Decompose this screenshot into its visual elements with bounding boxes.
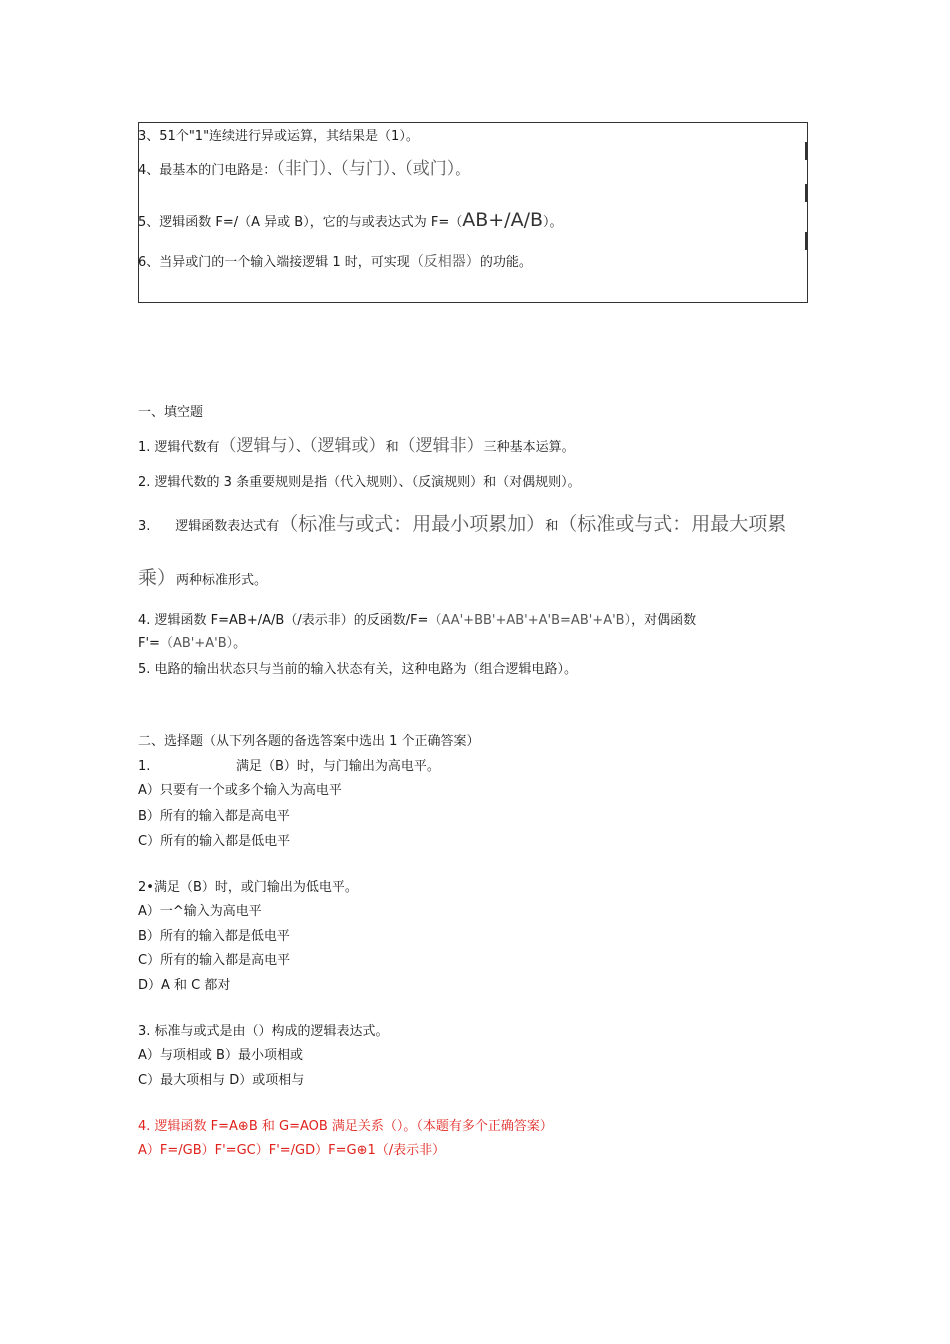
answer: （AA'+BB'+AB'+A'B=AB'+A'B） (428, 613, 632, 628)
choice-option: C）最大项相与 D）或项相与 (138, 1073, 305, 1088)
text: 。 (455, 163, 469, 178)
choice-option: A）一^输入为高电平 (138, 904, 262, 919)
text: 三种基本运算。 (483, 440, 575, 455)
fill-question-3-continued (138, 567, 267, 590)
choice-question-2: 2•满足（B）时，或门输出为低电平。 (138, 880, 358, 895)
box-right-tick (805, 184, 807, 202)
text: 5、逻辑函数 F=/（A 异或 B），它的与或表达式为 F=（ (138, 215, 463, 230)
fill-question-3 (138, 513, 786, 536)
answer: 乘） (138, 567, 177, 589)
choice-option: A）只要有一个或多个输入为高电平 (138, 783, 342, 798)
answer: （非门） (276, 159, 328, 179)
choice-option: B）所有的输入都是低电平 (138, 929, 290, 944)
fill-question-4-continued (138, 636, 246, 652)
text: 。 (233, 636, 247, 651)
text: ）。 (543, 215, 563, 230)
text: 、 (391, 163, 405, 178)
choice-option: A）与项相或 B）最小项相或 (138, 1048, 303, 1063)
text: 、 (327, 163, 341, 178)
answer: （标准或与式：用最大项累 (558, 513, 787, 535)
box-question-5 (138, 209, 563, 232)
choice-question-1 (138, 759, 440, 775)
text: 1. 逻辑代数有 (138, 440, 220, 455)
answer: （反相器） (409, 254, 480, 270)
text: 、 (296, 440, 310, 455)
text: 两种标准形式。 (176, 573, 268, 588)
fill-question-5: 5. 电路的输出状态只与当前的输入状态有关，这种电路为（组合逻辑电路）。 (138, 662, 578, 677)
choice-option: D）A 和 C 都对 (138, 978, 231, 993)
choice-option: A）F=/GB）F'=GC）F'=/GD）F=G⊕1（/表示非） (138, 1143, 446, 1158)
text: 和 (545, 519, 559, 534)
fill-question-4 (138, 613, 696, 629)
box-question-6 (138, 254, 532, 271)
answer: （逻辑与） (219, 436, 297, 456)
text: 和 (385, 440, 399, 455)
choice-option: C）所有的输入都是高电平 (138, 953, 291, 968)
choice-option: B）所有的输入都是高电平 (138, 809, 290, 824)
box-question-4 (138, 159, 468, 179)
text: 3. 逻辑函数表达式有 (138, 519, 280, 534)
answer: （逻辑非） (398, 436, 484, 456)
box-right-tick (805, 232, 807, 250)
text: 满足（B）时，与门输出为高电平。 (236, 759, 440, 774)
text: 的功能。 (479, 255, 532, 270)
fill-question-1 (138, 436, 575, 456)
section-heading-fill: 一、填空题 (138, 405, 204, 420)
answer: （AB'+A'B） (159, 636, 234, 651)
question-number: 1. (138, 759, 151, 774)
answer: （逻辑或） (309, 436, 386, 456)
choice-question-3: 3. 标准与或式是由（）构成的逻辑表达式。 (138, 1024, 389, 1039)
choice-question-4: 4. 逻辑函数 F=A⊕B 和 G=AOB 满足关系（）。（本题有多个正确答案） (138, 1119, 553, 1134)
text: 6、当异或门的一个输入端接逻辑 1 时，可实现 (138, 255, 410, 270)
text: F'= (138, 636, 160, 651)
text: 4. 逻辑函数 F=AB+/A/B（/表示非）的反函数/F= (138, 613, 429, 628)
choice-option: C）所有的输入都是低电平 (138, 834, 291, 849)
answer: （或门） (404, 159, 456, 179)
text: 4、最基本的门电路是： (138, 163, 277, 178)
text: ，对偶函数 (631, 613, 697, 628)
box-right-tick (805, 142, 807, 160)
answer: （标准与或式：用最小项累加） (279, 513, 546, 535)
fill-question-2: 2. 逻辑代数的 3 条重要规则是指（代入规则）、（反演规则）和（对偶规则）。 (138, 475, 581, 490)
answer: AB+/A/B (462, 209, 544, 231)
answer: （与门） (340, 159, 392, 179)
box-question-3: 3、51个"1"连续进行异或运算，其结果是（1）。 (138, 129, 419, 144)
section-heading-choice: 二、选择题（从下列各题的备选答案中选出 1 个正确答案） (138, 734, 480, 749)
